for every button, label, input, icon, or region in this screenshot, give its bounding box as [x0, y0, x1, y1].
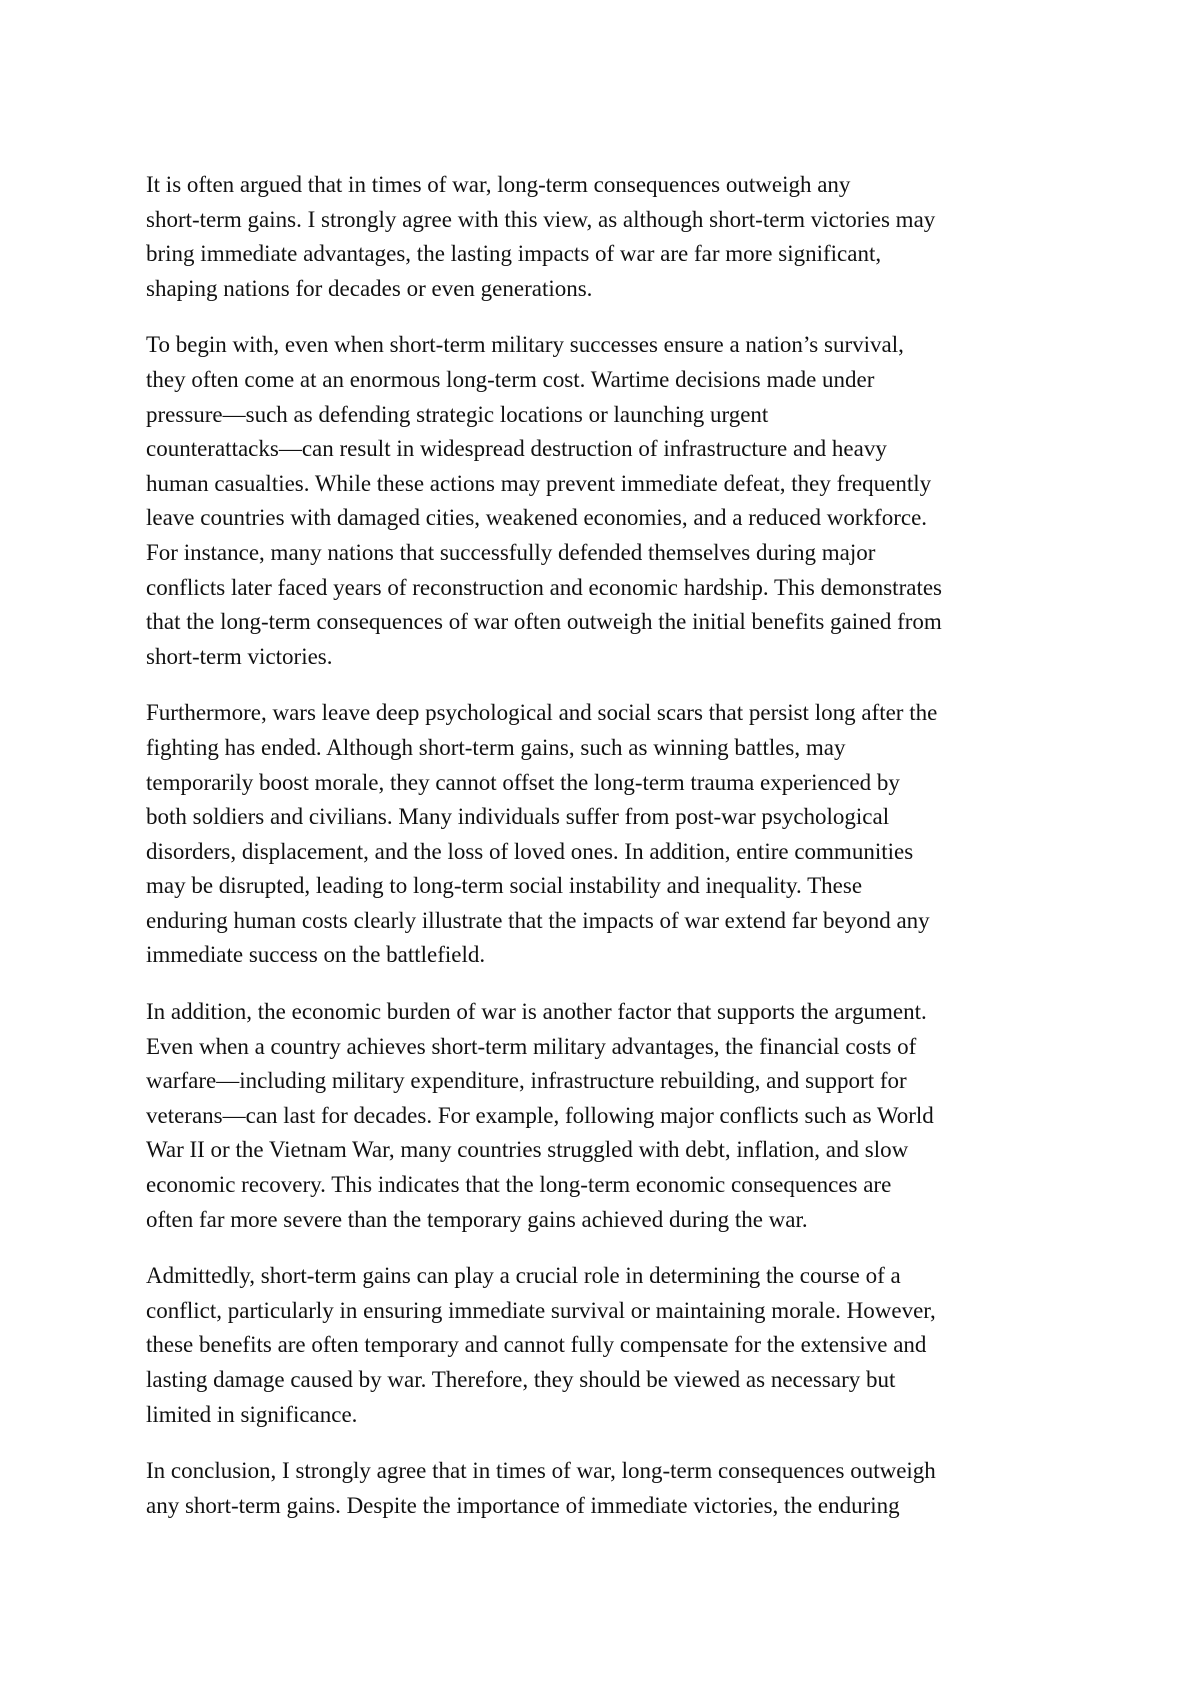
text-line: Even when a country achieves short-term military advantages, the financial costs of: [146, 1033, 917, 1059]
text-line: Furthermore, wars leave deep psychological and social scars that persist long after the: [146, 700, 938, 726]
paragraph-conclusion: [146, 1454, 1066, 1523]
essay-body: [146, 168, 1066, 1545]
text-line: For instance, many nations that successfully defended themselves during major: [146, 539, 876, 565]
text-line: fighting has ended. Although short-term gains, such as winning battles, may: [146, 734, 846, 760]
text-line: leave countries with damaged cities, weakened economies, and a reduced workforce.: [146, 505, 928, 531]
text-line: enduring human costs clearly illustrate that the impacts of war extend far beyond any: [146, 907, 930, 933]
text-line: Admittedly, short-term gains can play a crucial role in determining the course of a: [146, 1263, 901, 1289]
paragraph-economic-burden: [146, 995, 1066, 1237]
text-line: these benefits are often temporary and cannot fully compensate for the extensive and: [146, 1332, 927, 1358]
text-line: War II or the Vietnam War, many countries struggled with debt, inflation, and slow: [146, 1137, 909, 1163]
text-line: warfare—including military expenditure, infrastructure rebuilding, and support for: [146, 1068, 907, 1094]
text-line: conflicts later faced years of reconstruction and economic hardship. This demonstrates: [146, 574, 942, 600]
text-line: limited in significance.: [146, 1401, 358, 1427]
text-line: In conclusion, I strongly agree that in times of war, long-term consequences outweigh: [146, 1458, 936, 1484]
text-line: pressure—such as defending strategic locations or launching urgent: [146, 401, 769, 427]
text-line: both soldiers and civilians. Many individuals suffer from post-war psychological: [146, 804, 890, 830]
text-line: bring immediate advantages, the lasting impacts of war are far more significant,: [146, 241, 882, 267]
paragraph-introduction: [146, 168, 1066, 306]
text-line: disorders, displacement, and the loss of loved ones. In addition, entire communities: [146, 838, 914, 864]
text-line: shaping nations for decades or even generations.: [146, 275, 593, 301]
paragraph-counterargument: [146, 1259, 1066, 1432]
text-line: To begin with, even when short-term military successes ensure a nation’s survival,: [146, 332, 904, 358]
text-line: that the long-term consequences of war often outweigh the initial benefits gained from: [146, 609, 942, 635]
text-line: immediate success on the battlefield.: [146, 942, 486, 968]
text-line: economic recovery. This indicates that the long-term economic consequences are: [146, 1172, 892, 1198]
text-line: It is often argued that in times of war, long-term consequences outweigh any: [146, 172, 851, 197]
paragraph-military-cost: [146, 328, 1066, 674]
text-line: short-term victories.: [146, 643, 333, 669]
text-line: In addition, the economic burden of war is another factor that supports the argument.: [146, 999, 927, 1025]
text-line: short-term gains. I strongly agree with this view, as although short-term victories may: [146, 206, 936, 232]
paragraph-psychological-scars: [146, 696, 1066, 973]
text-line: human casualties. While these actions may prevent immediate defeat, they frequently: [146, 470, 932, 496]
text-line: any short-term gains. Despite the importance of immediate victories, the enduring: [146, 1492, 900, 1518]
text-line: temporarily boost morale, they cannot offset the long-term trauma experienced by: [146, 769, 900, 795]
text-line: lasting damage caused by war. Therefore, they should be viewed as necessary but: [146, 1367, 896, 1392]
text-line: they often come at an enormous long-term cost. Wartime decisions made under: [146, 366, 875, 392]
text-line: counterattacks—can result in widespread destruction of infrastructure and heavy: [146, 436, 887, 462]
text-line: veterans—can last for decades. For example, following major conflicts such as World: [146, 1102, 934, 1128]
text-line: may be disrupted, leading to long-term social instability and inequality. These: [146, 873, 863, 899]
text-line: conflict, particularly in ensuring immediate survival or maintaining morale. However,: [146, 1297, 936, 1323]
text-line: often far more severe than the temporary gains achieved during the war.: [146, 1206, 808, 1232]
